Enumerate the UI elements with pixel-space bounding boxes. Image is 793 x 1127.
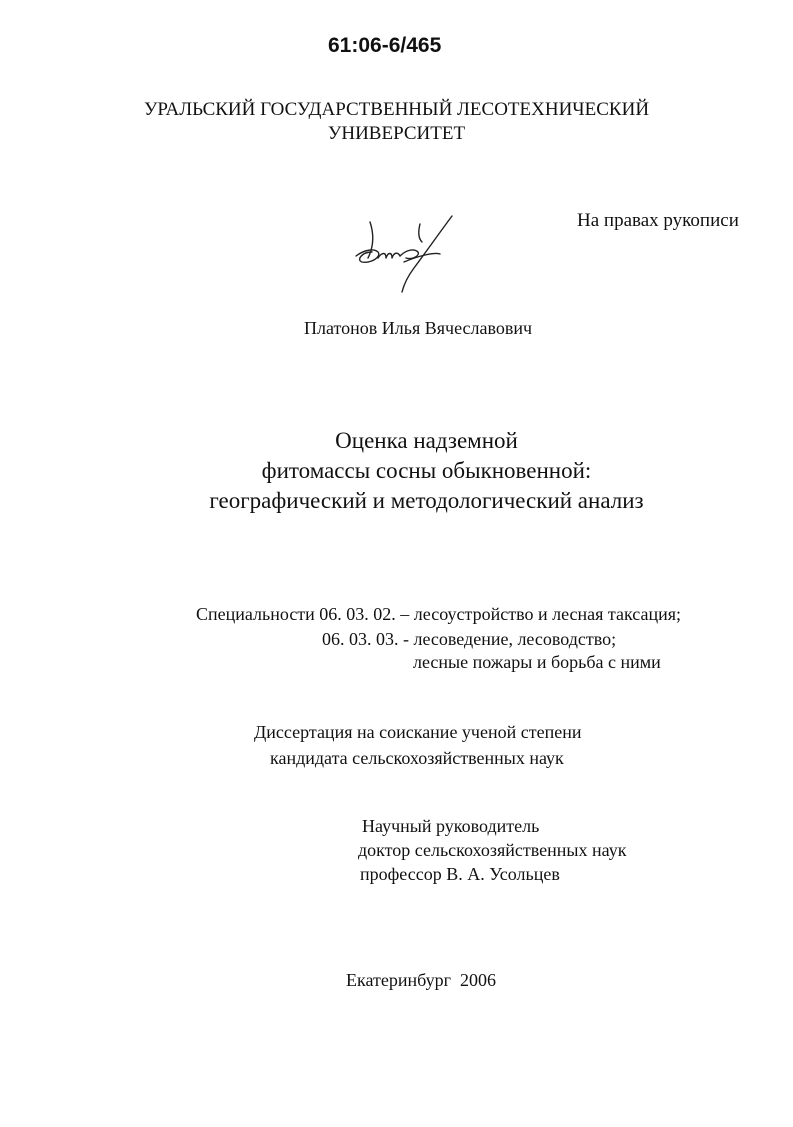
supervisor-degree: доктор сельскохозяйственных наук [358, 840, 627, 860]
specialty-line-3: лесные пожары и борьба с ними [413, 652, 661, 672]
title-line-1: Оценка надземной [335, 428, 518, 453]
handwritten-signature [348, 212, 458, 297]
supervisor-label: Научный руководитель [362, 816, 540, 836]
archive-code: 61:06-6/465 [328, 34, 442, 57]
specialty-line-1: Специальности 06. 03. 02. – лесоустройство и лесная таксация; [196, 604, 682, 624]
city-year: Екатеринбург 2006 [346, 970, 496, 990]
university-line-2: УНИВЕРСИТЕТ [327, 123, 466, 144]
dissertation-degree-line-1: Диссертация на соискание ученой степени [254, 722, 582, 742]
dissertation-degree-line-2: кандидата сельскохозяйственных наук [270, 748, 564, 768]
dissertation-title [0, 426, 793, 516]
specialty-line-2: 06. 03. 03. - лесоведение, лесоводство; [322, 629, 617, 649]
author-name: Платонов Илья Вячеславович [304, 318, 533, 338]
supervisor-name: профессор В. А. Усольцев [360, 864, 560, 884]
title-line-2: фитомассы сосны обыкновенной: [261, 458, 592, 483]
manuscript-rights-note: На правах рукописи [577, 210, 739, 231]
university-line-1: УРАЛЬСКИЙ ГОСУДАРСТВЕННЫЙ ЛЕСОТЕХНИЧЕСКИЙ [143, 99, 650, 120]
title-line-3: географический и методологический анализ [209, 488, 644, 513]
university-name [0, 98, 793, 146]
